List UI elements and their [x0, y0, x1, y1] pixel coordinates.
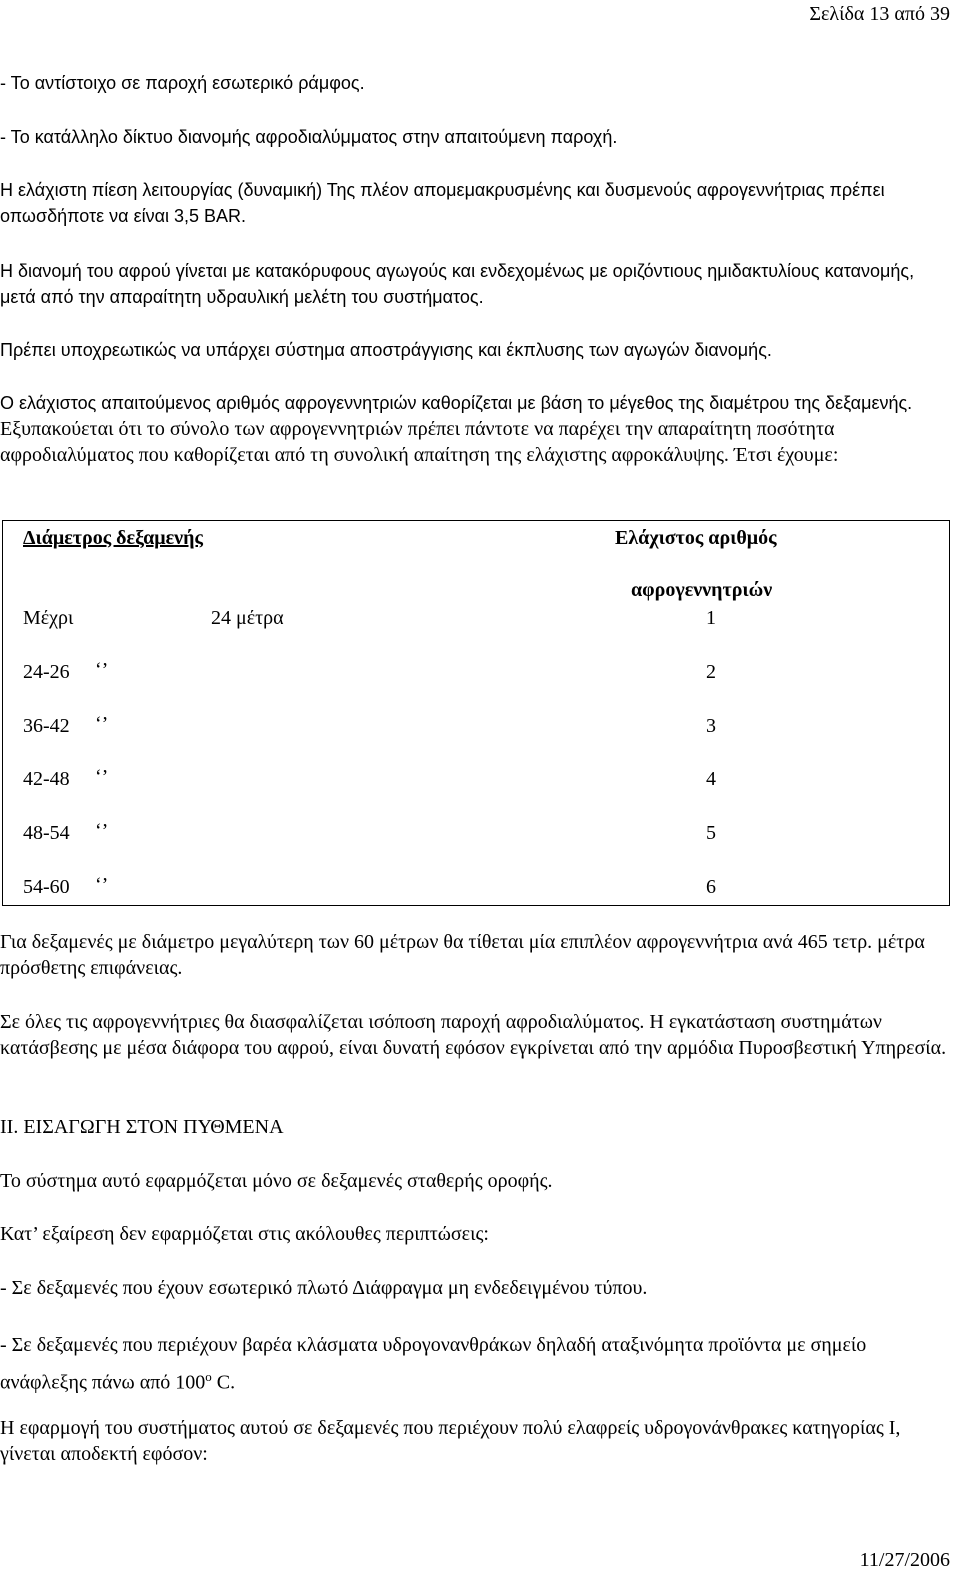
- table-cell-range: 24-26: [23, 661, 70, 683]
- paragraph-minimum-generators: [0, 390, 950, 468]
- paragraph-drainage-system: Πρέπει υποχρεωτικώς να υπάρχει σύστημα αποστράγγισης και έκπλυσης των αγωγών διανομής.: [0, 340, 772, 360]
- bullet-distribution-network: - Το κατάλληλο δίκτυο διανομής αφροδιαλύμματος στην απαιτούμενη παροχή.: [0, 127, 618, 147]
- paragraph-exceptions: Κατ’ εξαίρεση δεν εφαρμόζεται στις ακόλουθες περιπτώσεις:: [0, 1223, 489, 1245]
- table-cell-range: 36-42: [23, 715, 70, 737]
- paragraph-large-tanks: Για δεξαμενές με διάμετρο μεγαλύτερη των 60 μέτρων θα τίθεται μία επιπλέον αφρογεννήτρια ανά 465 τετρ. μέτρα πρόσθετης επιφάνειας.: [0, 931, 925, 979]
- table-cell-count: 4: [706, 768, 716, 790]
- paragraph-equal-supply: Σε όλες τις αφρογεννήτριες θα διασφαλίζεται ισόποση παροχή αφροδιαλύματος. Η εγκατάσταση συστημάτων κατάσβεσης με μέσα διάφορα του αφρού, είναι δυνατή εφόσον εγκρίνεται από την αρμόδια Πυροσβεστική Υπηρεσία.: [0, 1011, 947, 1059]
- table-cell-range: 48-54: [23, 822, 70, 844]
- section-heading-bottom-injection: ΙΙ. ΕΙΣΑΓΩΓΗ ΣΤΟΝ ΠΥΘΜΕΝΑ: [0, 1116, 284, 1138]
- table-cell-range: Μέχρι: [23, 607, 74, 629]
- degree-superscript: ο: [205, 1369, 212, 1384]
- generators-table: [2, 520, 950, 906]
- table-cell-ditto: ‘’: [95, 820, 109, 842]
- bullet-floating-diaphragm: - Σε δεξαμενές που έχουν εσωτερικό πλωτό Διάφραγμα μη ενδεδειγμένου τύπου.: [0, 1277, 648, 1299]
- table-cell-range: 54-60: [23, 876, 70, 898]
- table-cell-count: 2: [706, 661, 716, 683]
- page-number-header: Σελίδα 13 από 39: [809, 3, 950, 25]
- paragraph-minimum-generators-sans: Ο ελάχιστος απαιτούμενος αριθμός αφρογεννητριών καθορίζεται με βάση το μέγεθος της διαμέτρου της δεξαμενής.: [0, 393, 913, 413]
- bullet-heavy-fractions: [0, 1329, 950, 1399]
- table-cell-range: 42-48: [23, 768, 70, 790]
- paragraph-foam-distribution: Η διανομή του αφρού γίνεται με κατακόρυφους αγωγούς και ενδεχομένως με οριζόντιους ημιδακτυλίους κατανομής, μετά από την απαραίτητη υδραυλική μελέτη του συστήματος.: [0, 261, 915, 307]
- paragraph-minimum-pressure: Η ελάχιστη πίεση λειτουργίας (δυναμική) Της πλέον απομεμακρυσμένης και δυσμενούς αφρογεννήτριας πρέπει οπωσδήποτε να είναι 3,5 BAR.: [0, 180, 885, 226]
- table-cell-unit: 24 μέτρα: [211, 607, 284, 629]
- bullet-heavy-fractions-text: - Σε δεξαμενές που περιέχουν βαρέα κλάσματα υδρογονανθράκων δηλαδή αταξινόμητα προϊόντα με σημείο ανάφλεξης πάνω από 100: [0, 1334, 867, 1394]
- table-cell-count: 1: [706, 607, 716, 629]
- table-header-min-count: Ελάχιστος αριθμός: [615, 527, 777, 549]
- bullet-heavy-fractions-unit: C.: [211, 1371, 236, 1394]
- table-cell-ditto: ‘’: [95, 713, 109, 735]
- paragraph-light-hydrocarbons: Η εφαρμογή του συστήματος αυτού σε δεξαμενές που περιέχουν πολύ ελαφρείς υδρογονάνθρακες κατηγορίας Ι, γίνεται αποδεκτή εφόσον:: [0, 1417, 901, 1465]
- paragraph-minimum-generators-serif: Εξυπακούεται ότι το σύνολο των αφρογεννητριών πρέπει πάντοτε να παρέχει την απαραίτητη ποσότητα αφροδιαλύματος που καθορίζεται από τη συνολική απαίτηση της ελάχιστης αφροκάλυψης. Έτσι έχουμε:: [0, 418, 839, 466]
- footer-date: 11/27/2006: [859, 1549, 950, 1571]
- table-header-diameter: Διάμετρος δεξαμενής: [23, 527, 203, 549]
- bullet-internal-nozzle: - Το αντίστοιχο σε παροχή εσωτερικό ράμφος.: [0, 73, 365, 93]
- table-cell-count: 5: [706, 822, 716, 844]
- paragraph-fixed-roof: Το σύστημα αυτό εφαρμόζεται μόνο σε δεξαμενές σταθερής οροφής.: [0, 1170, 553, 1192]
- table-header-generators: αφρογεννητριών: [631, 579, 773, 601]
- table-cell-count: 6: [706, 876, 716, 898]
- table-cell-ditto: ‘’: [95, 766, 109, 788]
- table-cell-ditto: ‘’: [95, 874, 109, 896]
- table-cell-count: 3: [706, 715, 716, 737]
- table-cell-ditto: ‘’: [95, 659, 109, 681]
